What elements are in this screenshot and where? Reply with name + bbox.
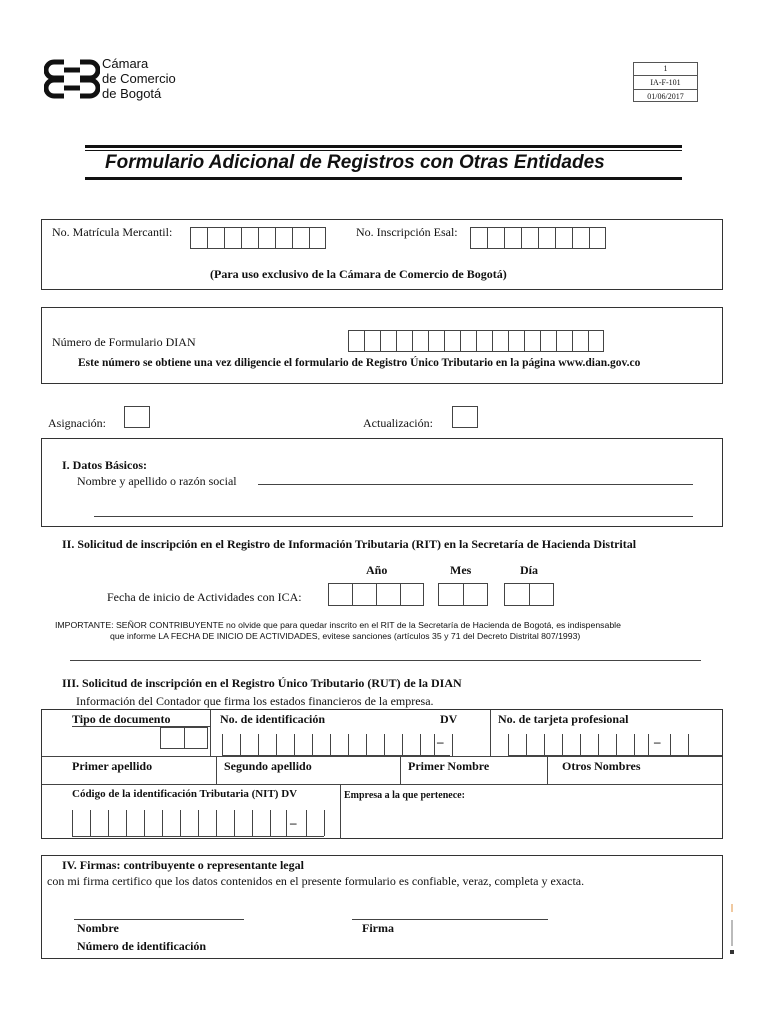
logo — [44, 56, 204, 106]
id-dv-dash: – — [437, 734, 444, 749]
section3-subtitle: Información del Contador que firma los estados financieros de la empresa. — [76, 694, 434, 708]
nit-dash: – — [290, 815, 297, 830]
name-input-line1[interactable] — [258, 484, 693, 485]
code-number: IA-F-101 — [634, 76, 697, 90]
card-number-input[interactable] — [508, 755, 722, 756]
chamber-logo-icon — [44, 56, 100, 102]
dian-box — [41, 307, 723, 384]
row-divider-2 — [42, 784, 722, 785]
inscripcion-input[interactable] — [470, 227, 606, 249]
dian-note: Este número se obtiene una vez diligencie el formulario de Registro Único Tributario en la página www.dian.gov.co — [78, 357, 641, 369]
code-box — [633, 62, 698, 102]
registration-box — [41, 219, 723, 290]
important-line2: que informe LA FECHA DE INICIO DE ACTIVIDADES, evitese sanciones (artículos 35 y 71 del Decreto Distrital 807/1993) — [110, 631, 581, 641]
section2-title: II. Solicitud de inscripción en el Registro de Información Tributaria (RIT) en la Secretaría de Hacienda Distrital — [62, 537, 637, 551]
code-page: 1 — [634, 63, 697, 76]
start-date-label: Fecha de inicio de Actividades con ICA: — [107, 590, 302, 604]
logo-line1: Cámara — [102, 56, 149, 71]
nit-input[interactable] — [72, 836, 324, 837]
first-name-label: Primer Nombre — [408, 759, 490, 773]
day-input[interactable] — [504, 583, 554, 606]
exclusive-note: (Para uso exclusivo de la Cámara de Comercio de Bogotá) — [210, 267, 507, 281]
title-rule-top2 — [85, 150, 682, 151]
name-input-line2[interactable] — [94, 516, 693, 517]
row-divider-1 — [42, 756, 722, 757]
firma-signature-line[interactable] — [352, 919, 548, 920]
id-number-input[interactable] — [222, 755, 450, 756]
dian-form-label: Número de Formulario DIAN — [52, 335, 196, 349]
section3-title: III. Solicitud de inscripción en el Registro Único Tributario (RUT) de la DIAN — [62, 676, 462, 690]
certify-text: con mi firma certifico que los datos contenidos en el presente formulario es confiable, veraz, completa y exacta. — [47, 874, 585, 888]
doc-type-input[interactable] — [160, 727, 208, 749]
signature-firma-label: Firma — [362, 921, 394, 935]
dian-form-input[interactable] — [348, 330, 604, 352]
signature-id-label: Número de identificación — [77, 939, 207, 953]
nit-label: Código de la identificación Tributaria (NIT) DV — [72, 788, 298, 800]
title-rule-top — [85, 145, 682, 148]
title-rule-bottom — [85, 177, 682, 180]
name-label: Nombre y apellido o razón social — [77, 474, 237, 488]
first-surname-label: Primer apellido — [72, 759, 153, 773]
month-input[interactable] — [438, 583, 488, 606]
other-names-label: Otros Nombres — [562, 759, 641, 773]
actualizacion-label: Actualización: — [363, 416, 433, 430]
section1-title: I. Datos Básicos: — [62, 458, 148, 472]
asignacion-label: Asignación: — [48, 416, 106, 430]
logo-line3: de Bogotá — [102, 86, 162, 101]
name-signature-line[interactable] — [74, 919, 244, 920]
page-title: Formulario Adicional de Registros con Otras Entidades — [105, 152, 605, 173]
asignacion-checkbox[interactable] — [124, 406, 150, 428]
matricula-input[interactable] — [190, 227, 326, 249]
important-line1: IMPORTANTE: SEÑOR CONTRIBUYENTE no olvide que para quedar inscrito en el RIT de la Secretaría de Hacienda de Bogotá, es indispensable — [55, 620, 621, 630]
year-label: Año — [366, 563, 388, 577]
card-dash: – — [654, 734, 661, 749]
section2-rule — [70, 660, 701, 661]
code-date: 01/06/2017 — [647, 92, 684, 101]
dv-label: DV — [440, 712, 458, 726]
side-watermark — [728, 900, 736, 956]
actualizacion-checkbox[interactable] — [452, 406, 478, 428]
doc-type-label: Tipo de documento — [72, 712, 171, 726]
section-datos-basicos — [41, 438, 723, 527]
month-label: Mes — [450, 563, 472, 577]
matricula-label: No. Matrícula Mercantil: — [52, 225, 173, 239]
signature-name-label: Nombre — [77, 921, 119, 935]
second-surname-label: Segundo apellido — [224, 759, 312, 773]
accountant-table — [41, 709, 723, 839]
logo-line2: de Comercio — [102, 71, 176, 86]
year-input[interactable] — [328, 583, 424, 606]
signatures-box — [41, 855, 723, 959]
company-label: Empresa a la que pertenece: — [344, 790, 465, 801]
id-number-label: No. de identificación — [220, 712, 325, 726]
section4-title: IV. Firmas: contribuyente o representante legal — [62, 858, 304, 872]
card-number-label: No. de tarjeta profesional — [498, 712, 629, 726]
day-label: Día — [520, 563, 538, 577]
inscripcion-label: No. Inscripción Esal: — [356, 225, 458, 239]
